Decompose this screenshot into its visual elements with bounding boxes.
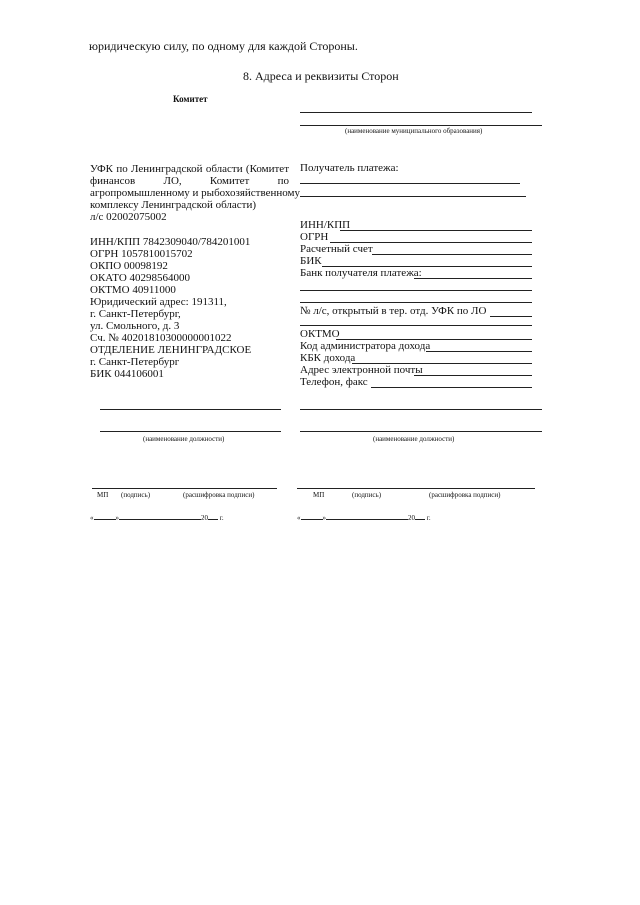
right-inn-kpp-line	[340, 230, 532, 231]
top-line-text: юридическую силу, по одному для каждой Стороны.	[89, 39, 358, 53]
left-date-open: «	[90, 514, 94, 522]
right-date-year: 20	[408, 514, 415, 522]
municipality-line-1	[300, 112, 532, 113]
left-date-g: г.	[219, 514, 224, 522]
right-bank-label: Банк получателя платежа:	[300, 267, 422, 279]
right-admin-code-label: Код администратора дохода	[300, 340, 431, 352]
left-position-caption: (наименование должности)	[143, 435, 225, 443]
right-date-g: г.	[426, 514, 431, 522]
left-position-line-2	[100, 431, 281, 432]
left-sign-caption: (подпись)	[121, 491, 151, 499]
right-position-line-2	[300, 431, 542, 432]
right-inn-kpp-label: ИНН/КПП	[300, 219, 351, 231]
left-date-row	[90, 510, 224, 522]
recipient-line-2	[300, 196, 526, 197]
right-ls-line	[490, 316, 532, 317]
right-email-label: Адрес электронной почты	[300, 364, 423, 376]
left-sign-line	[92, 488, 277, 489]
right-ls-label: № л/с, открытый в тер. отд. УФК по ЛО	[300, 305, 487, 317]
left-inn-kpp: ИНН/КПП 7842309040/784201001	[90, 236, 251, 248]
org-line-1: УФК по Ленинградской области (Комитет	[90, 163, 289, 175]
org-line-3: агропромышленному и рыбохозяйственному	[90, 187, 300, 199]
left-sign-decode: (расшифровка подписи)	[183, 491, 255, 499]
left-account: л/с 02002075002	[90, 211, 167, 223]
left-address-1: Юридический адрес: 191311,	[90, 296, 227, 308]
left-ogrn: ОГРН 1057810015702	[90, 248, 193, 260]
right-position-line-1	[300, 409, 542, 410]
left-address-2: г. Санкт-Петербург,	[90, 308, 181, 320]
right-ls-line-2	[300, 325, 532, 326]
right-date-open: «	[297, 514, 301, 522]
right-account-line	[372, 254, 532, 255]
recipient-label: Получатель платежа:	[300, 162, 399, 174]
left-address-3: ул. Смольного, д. 3	[90, 320, 180, 332]
right-sign-decode: (расшифровка подписи)	[429, 491, 501, 499]
left-okpo: ОКПО 00098192	[90, 260, 168, 272]
right-kbk-label: КБК дохода	[300, 352, 356, 364]
left-sign-mp: МП	[97, 491, 109, 499]
org-line-4: комплексу Ленинградской области)	[90, 199, 257, 211]
right-account-label: Расчетный счет	[300, 243, 373, 255]
right-bik-label: БИК	[300, 255, 322, 267]
left-date-mid: »	[115, 514, 119, 522]
municipality-caption: (наименование муниципального образования)	[345, 127, 483, 135]
left-okato: ОКАТО 40298564000	[90, 272, 191, 284]
right-bank-line-3	[300, 302, 532, 303]
left-position-line-1	[100, 409, 281, 410]
left-sch: Сч. № 40201810300000001022	[90, 332, 232, 344]
left-requisites	[90, 163, 300, 380]
org-line-2: финансов ЛО, Комитет по	[90, 175, 289, 187]
right-sign-caption: (подпись)	[352, 491, 382, 499]
right-date-mid: »	[322, 514, 326, 522]
left-oktmo: ОКТМО 40911000	[90, 284, 176, 296]
right-email-line	[414, 375, 532, 376]
left-bank-2: г. Санкт-Петербург	[90, 356, 180, 368]
right-sign-line	[297, 488, 535, 489]
right-bank-line	[414, 278, 532, 279]
right-admin-code-line	[426, 351, 532, 352]
left-bik: БИК 044106001	[90, 368, 164, 380]
right-sign-mp: МП	[313, 491, 325, 499]
right-phone-line	[371, 387, 532, 388]
left-date-year: 20	[201, 514, 208, 522]
right-ogrn-label: ОГРН	[300, 231, 329, 243]
recipient-line-1	[300, 183, 520, 184]
municipality-line-2	[300, 125, 542, 126]
right-phone-label: Телефон, факс	[300, 376, 368, 388]
left-bank-1: ОТДЕЛЕНИЕ ЛЕНИНГРАДСКОЕ	[90, 344, 252, 356]
right-date-row	[297, 510, 431, 522]
right-oktmo-label: ОКТМО	[300, 328, 340, 340]
section-title: 8. Адреса и реквизиты Сторон	[243, 69, 399, 83]
right-position-caption: (наименование должности)	[373, 435, 455, 443]
left-party-title: Комитет	[173, 94, 208, 104]
right-bank-line-2	[300, 290, 532, 291]
